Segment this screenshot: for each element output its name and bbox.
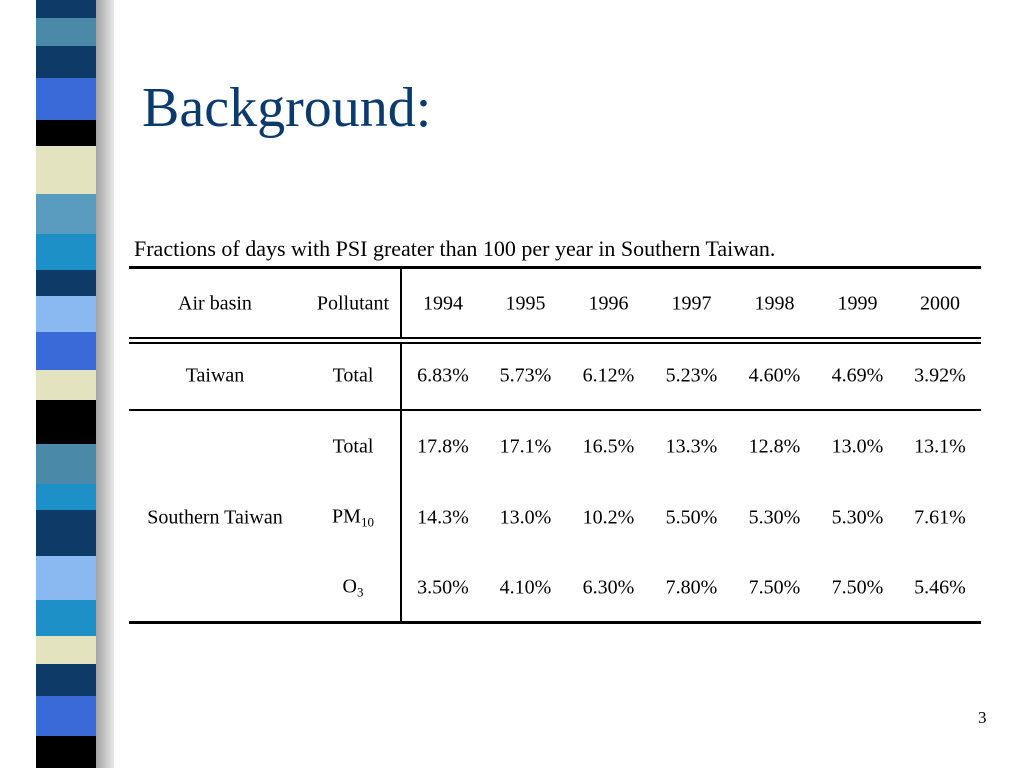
header-year: 1997 [671,292,712,315]
table-cell: 5.23% [665,364,718,387]
table-cell: 4.60% [748,364,801,387]
table-cell: 4.69% [831,364,884,387]
table-cell: 16.5% [582,435,635,458]
header-air-basin: Air basin [178,292,252,315]
slide-title: Background: [142,77,432,139]
decorative-strip-shadow [94,0,114,768]
table-cell: 6.30% [582,576,635,599]
table-cell: 6.83% [417,364,469,387]
basin-southern-taiwan: Southern Taiwan [147,506,283,529]
table-caption: Fractions of days with PSI greater than 100 per year in Southern Taiwan. [134,236,776,261]
table-cell: 5.73% [499,364,552,387]
table-cell: 5.30% [831,506,884,529]
table-cell: 12.8% [748,435,801,458]
pollutant-o3-subscript: 3 [356,584,364,600]
table-cell: 17.8% [417,435,469,458]
table-cell: 7.80% [665,576,718,599]
section-rule [129,409,981,411]
pollutant-pm10-subscript: 10 [360,514,374,530]
table-cell: 13.1% [914,435,966,458]
pollutant-total: Total [332,435,374,458]
table-cell: 17.1% [499,435,552,458]
header-rule-1 [129,337,981,339]
table-top-rule [129,266,981,269]
table-cell: 5.46% [914,576,966,599]
table-cell: 5.30% [748,506,801,529]
table-cell: 6.12% [582,364,635,387]
pollutant-pm10-base: PM [332,505,361,528]
pollutant-total: Total [332,364,374,387]
basin-taiwan: Taiwan [185,364,245,387]
table-cell: 7.50% [748,576,801,599]
table-cell: 13.3% [665,435,718,458]
table-cell: 14.3% [417,506,469,529]
pollutant-o3-base: O [342,575,357,598]
table-cell: 5.50% [665,506,718,529]
header-pollutant: Pollutant [316,292,390,315]
header-year: 1994 [423,292,463,315]
pollutant-pm10 [305,506,401,531]
table-cell: 4.10% [499,576,552,599]
table-cell: 13.0% [499,506,552,529]
header-year: 1998 [754,292,795,315]
header-year: 1995 [505,292,546,315]
table-cell: 13.0% [831,435,884,458]
decorative-strip [36,0,96,768]
header-rule-2 [129,342,981,344]
table-cell: 3.92% [914,364,966,387]
header-year: 1999 [837,292,878,315]
psi-table [129,266,981,626]
table-cell: 3.50% [417,576,469,599]
table-cell: 7.61% [914,506,966,529]
header-year: 2000 [920,292,960,315]
table-cell: 7.50% [831,576,884,599]
pollutant-o3 [305,576,401,601]
table-cell: 10.2% [582,506,635,529]
table-bottom-rule [129,621,981,624]
header-year: 1996 [588,292,629,315]
slide-number: 3 [978,708,987,727]
